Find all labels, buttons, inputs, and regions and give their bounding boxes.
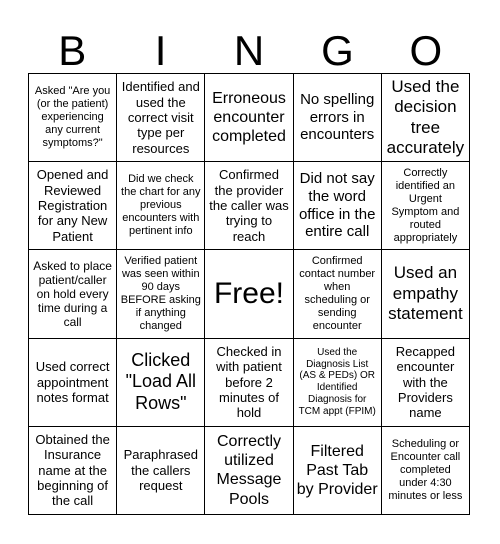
bingo-cell[interactable]: Used the Diagnosis List (AS & PEDs) OR Identified Diagnosis for TCM appt (FPIM) — [294, 339, 382, 427]
bingo-cell[interactable]: Asked to place patient/caller on hold every time during a call — [29, 250, 117, 338]
header-letter-b: B — [58, 27, 87, 74]
bingo-cell[interactable]: Paraphrased the callers request — [117, 427, 205, 515]
bingo-cell[interactable]: Recapped encounter with the Providers name — [382, 339, 470, 427]
bingo-cell[interactable]: Opened and Reviewed Registration for any New Patient — [29, 162, 117, 250]
bingo-cell[interactable]: Filtered Past Tab by Provider — [294, 427, 382, 515]
bingo-cell[interactable]: Scheduling or Encounter call completed under 4:30 minutes or less — [382, 427, 470, 515]
bingo-cell[interactable]: Erroneous encounter completed — [205, 74, 293, 162]
header-letter-n: N — [233, 27, 265, 74]
bingo-cell[interactable]: Did we check the chart for any previous encounters with pertinent info — [117, 162, 205, 250]
bingo-cell[interactable]: Used an empathy statement — [382, 250, 470, 338]
bingo-cell[interactable]: Confirmed contact number when scheduling or sending encounter — [294, 250, 382, 338]
bingo-cell[interactable]: Asked "Are you (or the patient) experiencing any current symptoms?" — [29, 74, 117, 162]
bingo-cell[interactable]: Clicked "Load All Rows" — [117, 339, 205, 427]
header-letter-o: O — [409, 27, 443, 74]
bingo-cell[interactable]: Verified patient was seen within 90 days BEFORE asking if anything changed — [117, 250, 205, 338]
bingo-grid — [28, 73, 470, 515]
bingo-cell[interactable]: Checked in with patient before 2 minutes of hold — [205, 339, 293, 427]
free-space[interactable]: Free! — [205, 250, 293, 338]
bingo-cell[interactable]: Used correct appointment notes format — [29, 339, 117, 427]
bingo-cell[interactable]: Correctly utilized Message Pools — [205, 427, 293, 515]
header-letter-i: I — [154, 27, 167, 74]
bingo-cell[interactable]: Identified and used the correct visit type per resources — [117, 74, 205, 162]
bingo-cell[interactable]: No spelling errors in encounters — [294, 74, 382, 162]
bingo-cell[interactable]: Correctly identified an Urgent Symptom and routed appropriately — [382, 162, 470, 250]
bingo-header — [28, 28, 470, 74]
header-letter-g: G — [321, 27, 354, 74]
bingo-cell[interactable]: Obtained the Insurance name at the beginning of the call — [29, 427, 117, 515]
bingo-cell[interactable]: Did not say the word office in the entire call — [294, 162, 382, 250]
bingo-cell[interactable]: Confirmed the provider the caller was trying to reach — [205, 162, 293, 250]
bingo-cell[interactable]: Used the decision tree accurately — [382, 74, 470, 162]
